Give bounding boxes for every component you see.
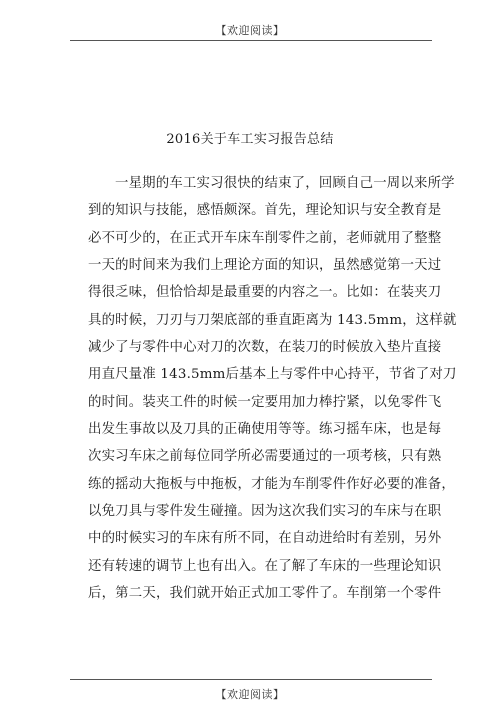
paragraph-line: 一星期的车工实习很快的结束了，回顾自己一周以来所学	[115, 176, 455, 191]
paragraph-line: 必不可少的，在正式开车床车削零件之前，老师就用了整整	[88, 230, 442, 246]
paragraph-line: 减少了与零件中心对刀的次数，在装刀的时候放入垫片直接	[88, 340, 442, 356]
paragraph-line: 一天的时间来为我们上理论方面的知识，虽然感觉第一天过	[88, 258, 442, 274]
footer-rule	[70, 679, 432, 680]
header-rule	[70, 40, 432, 41]
paragraph-line: 用直尺量准 143.5mm后基本上与零件中心持平，节省了对刀	[88, 367, 457, 383]
paragraph-line: 后，第二天，我们就开始正式加工零件了。车削第一个零件	[88, 586, 442, 602]
paragraph-line: 得很乏味，但恰恰却是最重要的内容之一。比如：在装夹刀	[88, 285, 442, 301]
paragraph-line: 练的摇动大拖板与中拖板，才能为车削零件作好必要的准备，	[88, 476, 455, 492]
page-footer: 【欢迎阅读】	[215, 688, 285, 701]
document-title: 2016关于车工实习报告总结	[166, 132, 334, 147]
paragraph-line: 以免刀具与零件发生碰撞。因为这次我们实习的车床与在职	[88, 504, 442, 520]
paragraph-line: 还有转速的调节上也有出入。在了解了车床的一些理论知识	[88, 558, 442, 574]
page-header: 【欢迎阅读】	[215, 24, 285, 37]
paragraph-line: 到的知识与技能，感悟颇深。首先，理论知识与安全教育是	[88, 203, 442, 219]
paragraph-line: 中的时候实习的车床有所不同，在自动进给时有差别，另外	[88, 531, 442, 547]
paragraph-line: 的时间。装夹工件的时候一定要用加力棒拧紧，以免零件飞	[88, 394, 442, 410]
paragraph-line: 出发生事故以及刀具的正确使用等等。练习摇车床，也是每	[88, 422, 442, 438]
paragraph-line: 具的时候，刀刃与刀架底部的垂直距离为 143.5mm，这样就	[88, 312, 457, 328]
paragraph-line: 次实习车床之前每位同学所必需要通过的一项考核，只有熟	[88, 449, 442, 465]
document-body	[88, 170, 457, 608]
